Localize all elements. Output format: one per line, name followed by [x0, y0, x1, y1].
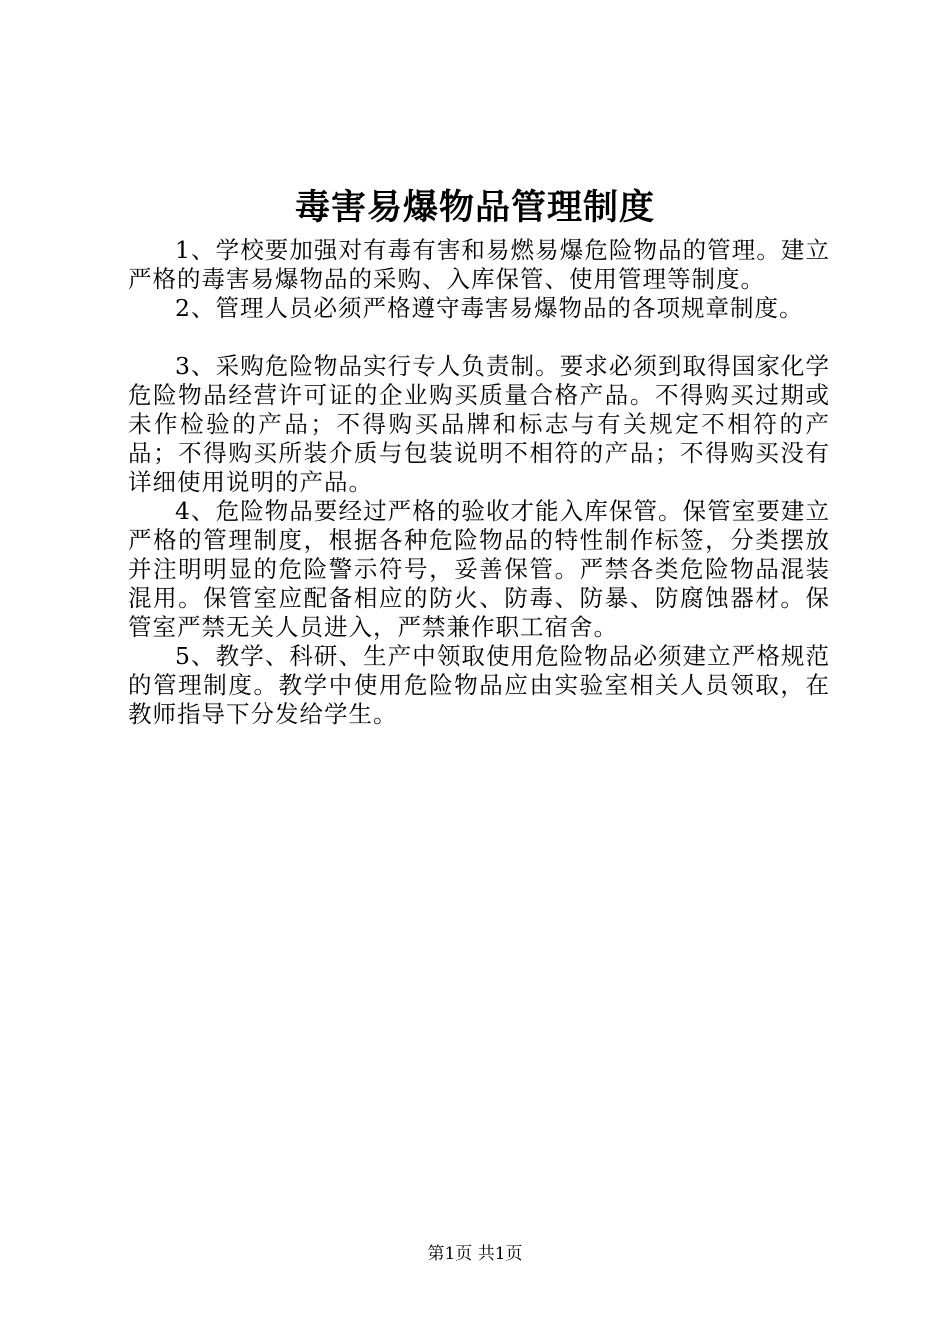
- paragraph-5: 5、教学、科研、生产中领取使用危险物品必须建立严格规范的管理制度。教学中使用危险物品应由实验室相关人员领取，在教师指导下分发给学生。: [128, 642, 830, 728]
- document-body: [128, 236, 830, 729]
- paragraph-1: 1、学校要加强对有毒有害和易燃易爆危险物品的管理。建立严格的毒害易爆物品的采购、入库保管、使用管理等制度。: [128, 236, 830, 293]
- paragraph-4: 4、危险物品要经过严格的验收才能入库保管。保管室要建立严格的管理制度，根据各种危险物品的特性制作标签，分类摆放并注明明显的危险警示符号，妥善保管。严禁各类危险物品混装混用。保管室应配备相应的防火、防毒、防暴、防腐蚀器材。保管室严禁无关人员进入，严禁兼作职工宿舍。: [128, 497, 830, 641]
- page-title: 毒害易爆物品管理制度: [294, 187, 655, 228]
- page-number-footer: 第1页 共1页: [427, 1244, 523, 1264]
- paragraph-3: 3、采购危险物品实行专人负责制。要求必须到取得国家化学危险物品经营许可证的企业购买质量合格产品。不得购买过期或未作检验的产品；不得购买品牌和标志与有关规定不相符的产品；不得购买所装介质与包装说明不相符的产品；不得购买没有详细使用说明的产品。: [128, 352, 830, 496]
- paragraph-2: 2、管理人员必须严格遵守毒害易爆物品的各项规章制度。: [175, 294, 804, 322]
